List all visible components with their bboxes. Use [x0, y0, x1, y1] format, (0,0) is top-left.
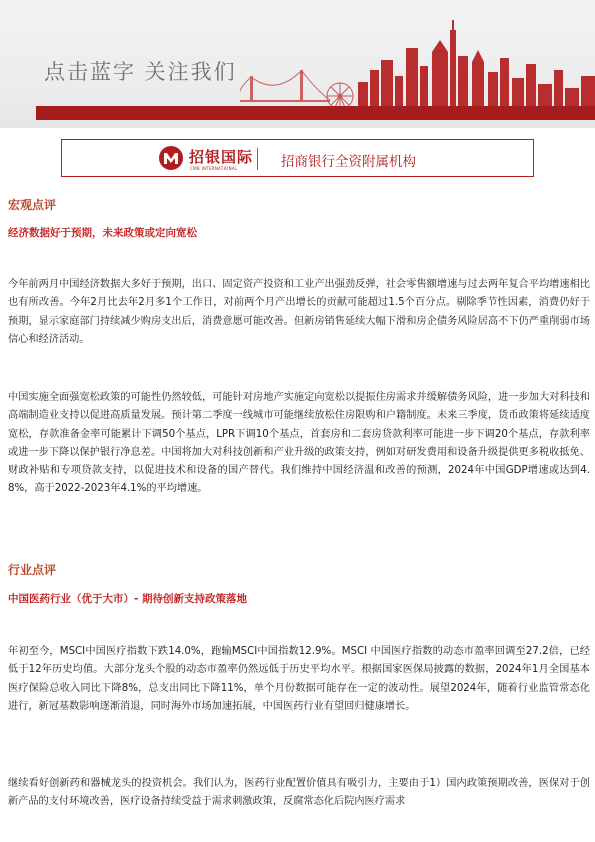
brand-box [61, 139, 534, 177]
banner-red-bar [36, 106, 595, 120]
macro-paragraph-1: 今年前两月中国经济数据大多好于预期，出口、固定资产投资和工业产出强劲反弹，社会零售额增速与过去两年复合平均增速相比也有所改善。今年2月比去年2月多1个工作日，对前两个月产出增长的贡献可能超过1.5个百分点。剔除季节性因素，消费仍好于预期，显示家庭部门持续减少购房支出后，消费意愿可能改善。但新房销售延续大幅下滑和房企债务风险居高不下仍严重削弱市场信心和经济活动。 [8, 279, 590, 345]
brand-name: 招银国际 [189, 148, 254, 166]
section-heading-macro: 宏观点评 [8, 198, 57, 212]
industry-paragraph-2: 继续看好创新药和器械龙头的投资机会。我们认为，医药行业配置价值具有吸引力，主要由于1）国内政策预期改善，医保对于创新产品的支付环境改善，医疗设备持续受益于需求刺激政策，反腐常态化后院内医疗需求 [8, 778, 590, 808]
section-subheading-industry: 中国医药行业（优于大市）- 期待创新支持政策落地 [8, 593, 248, 605]
section-subheading-macro: 经济数据好于预期，未来政策或定向宽松 [8, 227, 197, 239]
header-title: 点击蓝字 关注我们 [44, 60, 237, 84]
industry-paragraph-1: 年初至今，MSCI中国医疗指数下跌14.0%，跑输MSCI中国指数12.9%。MSCI 中国医疗指数的动态市盈率回调至27.2倍，已经低于12年历史均值。大部分龙头个股的动态市盈率仍然远低于历史平均水平。根据国家医保局披露的数据，2024年1月全国基本医疗保险总收入同比下降8%，总支出同比下降11%，单个月份数据可能存在一定的波动性。展望2024年，随着行业监管常态化进行，新冠基数影响逐渐消退，同时海外市场加速拓展，中国医药行业有望回归健康增长。 [8, 646, 590, 712]
section-heading-industry: 行业点评 [8, 563, 57, 577]
header-banner [0, 0, 595, 128]
cmb-logo-icon [158, 144, 184, 172]
brand-slogan: 招商银行全资附属机构 [281, 154, 416, 170]
brand-name-english: CMB INTERNATIONAL [190, 166, 238, 171]
macro-paragraph-2: 中国实施全面强宽松政策的可能性仍然较低，可能针对房地产实施定向宽松以提振住房需求并缓解债务风险，进一步加大对科技和高端制造业支持以促进高质量发展。预计第二季度一线城市可能继续放松住房限购和户籍制度。未来三季度，货币政策将延续适度宽松，存款准备金率可能累计下调50个基点，LPR下调10个基点，首套房和二套房贷款利率可能进一步下调20个基点，存款利率或进一步下降以保护银行净息差。中国将加大对科技创新和产业升级的政策支持，例如对研发费用和设备升级提供更多税收抵免、财政补贴和专项贷款支持，以促进技术和设备的国产替代。我们维持中国经济温和改善的预测，2024年中国GDP增速或达到4.8%，高于2022-2023年4.1%的平均增速。 [8, 392, 590, 495]
brand-divider [257, 148, 258, 170]
